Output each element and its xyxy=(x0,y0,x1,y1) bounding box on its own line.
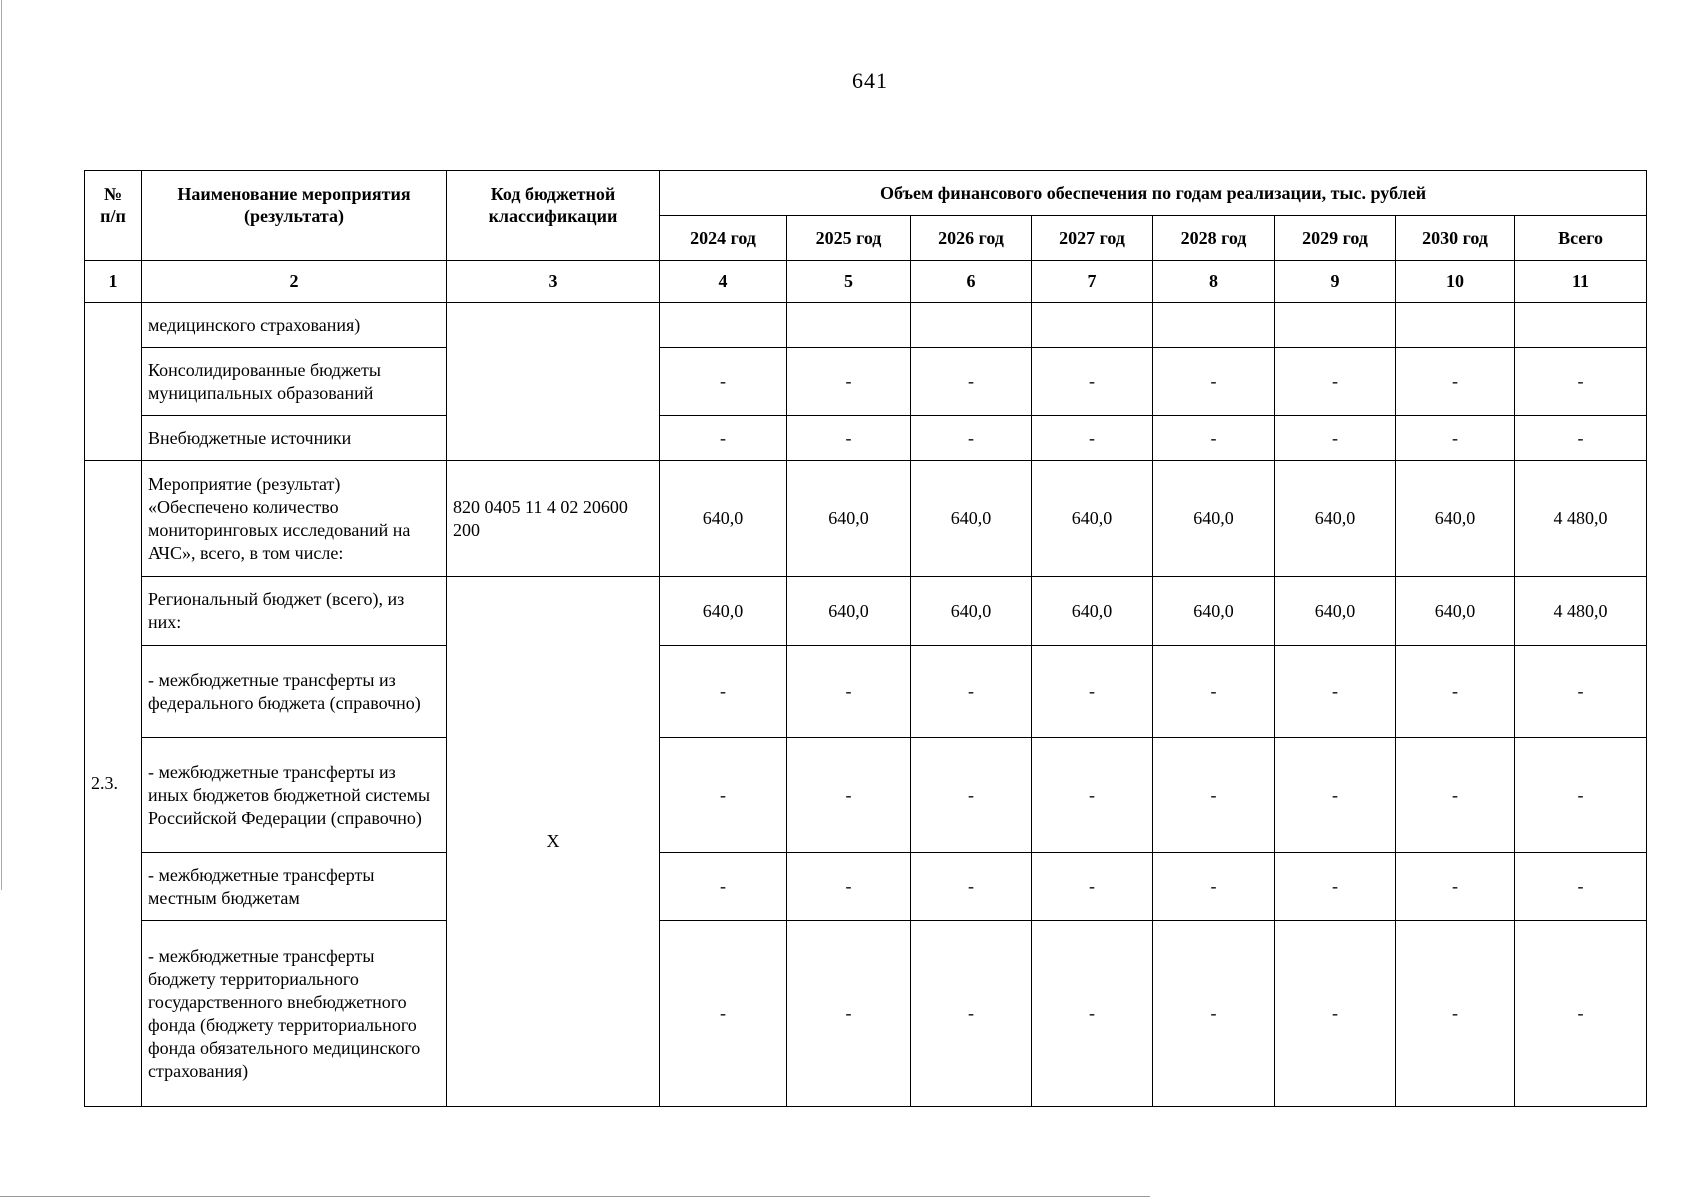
page-number: 641 xyxy=(852,68,888,93)
value-cell xyxy=(911,303,1032,348)
value-cell: - xyxy=(660,348,787,416)
value-cell: - xyxy=(660,416,787,461)
value-cell: 640,0 xyxy=(1032,461,1153,577)
value-cell: 640,0 xyxy=(787,461,911,577)
value-cell: - xyxy=(1275,738,1396,853)
value-cell: - xyxy=(1153,416,1275,461)
value-cell xyxy=(660,303,787,348)
budget-code: Х xyxy=(447,577,660,1107)
value-cell: - xyxy=(660,921,787,1107)
column-number-row xyxy=(85,261,1647,303)
value-cell: - xyxy=(1153,348,1275,416)
value-cell: 640,0 xyxy=(787,577,911,646)
value-cell: - xyxy=(1515,646,1647,738)
value-cell: - xyxy=(1032,416,1153,461)
value-cell: - xyxy=(1275,646,1396,738)
value-cell: - xyxy=(1153,738,1275,853)
value-cell: - xyxy=(1032,921,1153,1107)
value-cell: 640,0 xyxy=(1275,577,1396,646)
value-cell: - xyxy=(1153,921,1275,1107)
column-number: 3 xyxy=(447,261,660,303)
value-cell xyxy=(1396,303,1515,348)
header-year: 2025 год xyxy=(787,216,911,261)
value-cell: - xyxy=(1032,348,1153,416)
value-cell: - xyxy=(1275,921,1396,1107)
column-number: 1 xyxy=(85,261,142,303)
column-number: 11 xyxy=(1515,261,1647,303)
value-cell: - xyxy=(787,416,911,461)
header-name: Наименование мероприятия (результата) xyxy=(142,171,447,261)
header-year: 2026 год xyxy=(911,216,1032,261)
value-cell: - xyxy=(787,646,911,738)
value-cell: 4 480,0 xyxy=(1515,461,1647,577)
header-row xyxy=(85,171,1647,216)
header-year: 2024 год xyxy=(660,216,787,261)
column-number: 6 xyxy=(911,261,1032,303)
table-row xyxy=(85,416,1647,461)
header-year: 2027 год xyxy=(1032,216,1153,261)
value-cell: - xyxy=(1396,853,1515,921)
row-name: - межбюджетные трансферты местным бюджетам xyxy=(142,853,447,921)
header-num: № п/п xyxy=(85,171,142,261)
value-cell: - xyxy=(787,921,911,1107)
column-number: 2 xyxy=(142,261,447,303)
value-cell xyxy=(1153,303,1275,348)
value-cell: 4 480,0 xyxy=(1515,577,1647,646)
value-cell: - xyxy=(1153,853,1275,921)
value-cell: - xyxy=(1515,853,1647,921)
column-number: 9 xyxy=(1275,261,1396,303)
value-cell: - xyxy=(1396,921,1515,1107)
row-name: Мероприятие (результат) «Обеспечено количество мониторинговых исследований на АЧС», всего, в том числе: xyxy=(142,461,447,577)
value-cell: - xyxy=(911,646,1032,738)
value-cell: 640,0 xyxy=(660,577,787,646)
header-year: 2030 год xyxy=(1396,216,1515,261)
column-number: 8 xyxy=(1153,261,1275,303)
table-row xyxy=(85,461,1647,577)
value-cell: - xyxy=(911,853,1032,921)
value-cell: - xyxy=(1515,921,1647,1107)
value-cell: - xyxy=(1275,348,1396,416)
value-cell: 640,0 xyxy=(1396,461,1515,577)
table-row xyxy=(85,348,1647,416)
value-cell: 640,0 xyxy=(911,577,1032,646)
header-year: 2029 год xyxy=(1275,216,1396,261)
value-cell: - xyxy=(787,853,911,921)
row-name: - межбюджетные трансферты из иных бюджетов бюджетной системы Российской Федерации (справочно) xyxy=(142,738,447,853)
value-cell: 640,0 xyxy=(1275,461,1396,577)
header-total: Всего xyxy=(1515,216,1647,261)
column-number: 7 xyxy=(1032,261,1153,303)
row-name: - межбюджетные трансферты бюджету территориального государственного внебюджетного фонда (бюджету территориального фонда обязательного медицинского страхования) xyxy=(142,921,447,1107)
value-cell: - xyxy=(1275,416,1396,461)
header-year: 2028 год xyxy=(1153,216,1275,261)
column-number: 4 xyxy=(660,261,787,303)
table-row xyxy=(85,738,1647,853)
value-cell: - xyxy=(1515,348,1647,416)
value-cell: - xyxy=(1032,738,1153,853)
column-number: 5 xyxy=(787,261,911,303)
code-cell xyxy=(447,303,660,461)
scan-edge-line xyxy=(0,1196,1150,1197)
table-row xyxy=(85,921,1647,1107)
value-cell: - xyxy=(1275,853,1396,921)
value-cell: - xyxy=(1515,416,1647,461)
value-cell: 640,0 xyxy=(1396,577,1515,646)
row-number-cell xyxy=(85,303,142,461)
column-number: 10 xyxy=(1396,261,1515,303)
value-cell: - xyxy=(1032,646,1153,738)
value-cell: 640,0 xyxy=(1032,577,1153,646)
table-row xyxy=(85,303,1647,348)
value-cell: - xyxy=(911,416,1032,461)
value-cell xyxy=(787,303,911,348)
value-cell: - xyxy=(911,738,1032,853)
scan-edge-line xyxy=(1,0,2,890)
value-cell: 640,0 xyxy=(911,461,1032,577)
header-financing: Объем финансового обеспечения по годам реализации, тыс. рублей xyxy=(660,171,1647,216)
value-cell: - xyxy=(911,348,1032,416)
row-name: - межбюджетные трансферты из федерального бюджета (справочно) xyxy=(142,646,447,738)
table-row xyxy=(85,853,1647,921)
value-cell: - xyxy=(660,853,787,921)
value-cell: - xyxy=(1515,738,1647,853)
value-cell: - xyxy=(1396,348,1515,416)
value-cell: - xyxy=(1153,646,1275,738)
row-name: медицинского страхования) xyxy=(142,303,447,348)
value-cell: - xyxy=(1396,646,1515,738)
row-number: 2.3. xyxy=(85,461,142,1107)
value-cell: 640,0 xyxy=(1153,461,1275,577)
header-code: Код бюджетной классификации xyxy=(447,171,660,261)
value-cell: - xyxy=(787,348,911,416)
row-name: Внебюджетные источники xyxy=(142,416,447,461)
value-cell: - xyxy=(660,646,787,738)
value-cell: - xyxy=(1032,853,1153,921)
value-cell: - xyxy=(1396,738,1515,853)
value-cell: 640,0 xyxy=(660,461,787,577)
table-row xyxy=(85,646,1647,738)
value-cell: 640,0 xyxy=(1153,577,1275,646)
row-name: Консолидированные бюджеты муниципальных образований xyxy=(142,348,447,416)
value-cell xyxy=(1032,303,1153,348)
table-row xyxy=(85,577,1647,646)
value-cell: - xyxy=(911,921,1032,1107)
value-cell xyxy=(1275,303,1396,348)
value-cell xyxy=(1515,303,1647,348)
value-cell: - xyxy=(660,738,787,853)
row-name: Региональный бюджет (всего), из них: xyxy=(142,577,447,646)
budget-code: 820 0405 11 4 02 20600 200 xyxy=(447,461,660,577)
value-cell: - xyxy=(1396,416,1515,461)
value-cell: - xyxy=(787,738,911,853)
budget-table xyxy=(84,170,1647,1107)
